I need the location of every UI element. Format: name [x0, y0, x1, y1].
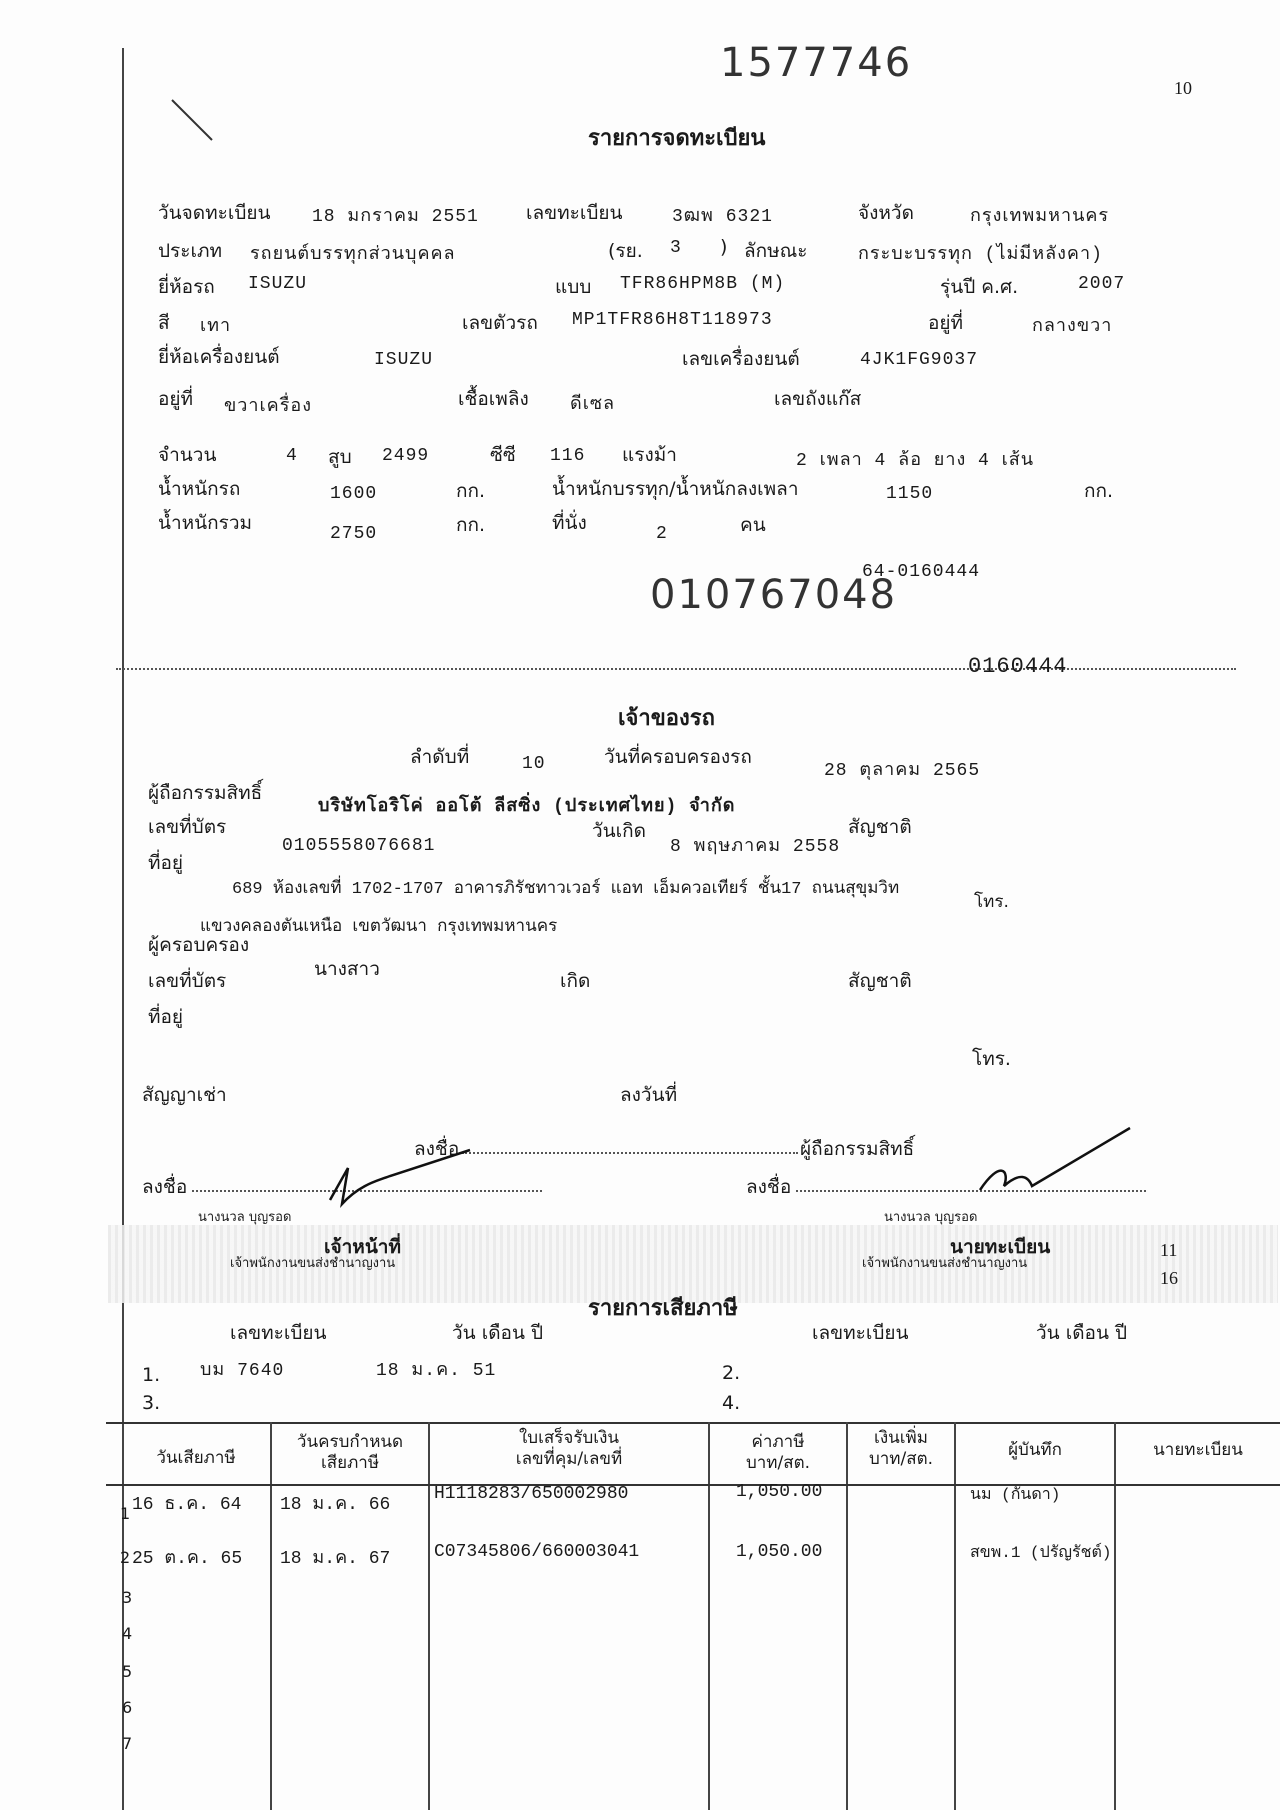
plate: 3ฒพ 6321 [672, 207, 773, 227]
table-top-line [106, 1422, 1280, 1424]
holder: บริษัทโอริโค่ ออโต้ ลีสซิ่ง (ประเทศไทย) จำกัด [318, 797, 736, 817]
prev-num-2: 2. [722, 1362, 741, 1384]
cc-label: ซีซี [490, 444, 516, 466]
reg-date: 18 มกราคม 2551 [312, 207, 479, 227]
row-1-receipt: H1118283/650002980 [434, 1484, 629, 1504]
handwritten-ref: 010767048 [650, 572, 898, 618]
weight-label: น้ำหนักรถ [158, 478, 241, 500]
load-label: น้ำหนักบรรทุก/น้ำหนักลงเพลา [552, 478, 799, 500]
row-1-recorder: นม (กันดา) [970, 1486, 1061, 1504]
col-header-paid: วันเสียภาษี [156, 1448, 236, 1468]
cylinder-unit: สูบ [328, 446, 352, 468]
ry-close: ) [720, 236, 728, 258]
col-header-tax: ค่าภาษี บาท/สต. [745, 1432, 811, 1474]
addr-label: ที่อยู่ [148, 852, 184, 874]
col-header-receipt: ใบเสร็จรับเงิน เลขที่คุม/เลขที่ [515, 1428, 623, 1470]
row-number-7: 7 [122, 1734, 133, 1753]
ry-value: 3 [670, 238, 682, 258]
body-label: ลักษณะ [744, 240, 808, 262]
birth-label: วันเกิด [592, 820, 646, 842]
registrar-label: นายทะเบียน [950, 1236, 1051, 1258]
row-2-tax: 1,050.00 [736, 1542, 823, 1562]
fuel: ดีเซล [570, 395, 616, 415]
holder-sign-label: ลงชื่อ [414, 1138, 460, 1160]
row-2-due: 18 ม.ค. 67 [280, 1549, 391, 1569]
officer-sub: เจ้าพนักงานขนส่งชำนาญงาน [230, 1256, 396, 1271]
cylinders: 4 [286, 446, 298, 466]
prev-plate-1: บม 7640 [200, 1361, 285, 1381]
row-number-3: 3 [122, 1588, 133, 1607]
row-number-4: 4 [122, 1624, 133, 1643]
prev-num-3: 3. [142, 1392, 161, 1414]
contract-label: สัญญาเช่า [142, 1084, 227, 1106]
load: 1150 [886, 484, 934, 504]
row-1-due: 18 ม.ค. 66 [280, 1495, 391, 1515]
col-divider-6 [1114, 1422, 1116, 1810]
left-margin-line [122, 48, 124, 1810]
tear-line [116, 668, 1236, 670]
birth-date: 8 พฤษภาคม 2558 [670, 837, 841, 857]
holder-sign-title: ผู้ถือกรรมสิทธิ์ [800, 1138, 915, 1160]
make-label: ยี่ห้อรถ [158, 276, 215, 298]
plate-header-left: เลขทะเบียน [230, 1322, 327, 1344]
row-1-tax: 1,050.00 [736, 1482, 823, 1502]
possess-date: 28 ตุลาคม 2565 [824, 761, 981, 781]
cc: 2499 [382, 446, 430, 466]
possessor: นางสาว [314, 958, 380, 980]
chassis-loc: กลางขวา [1032, 317, 1113, 337]
province: กรุงเทพมหานคร [970, 207, 1110, 227]
gross: 2750 [330, 524, 378, 544]
engine-make: ISUZU [374, 350, 434, 370]
page-title: รายการจดทะเบียน [588, 126, 766, 151]
owner-title: เจ้าของรถ [618, 706, 715, 731]
birth2-label: เกิด [560, 970, 591, 992]
signature-right [960, 1120, 1140, 1200]
fuel-label: เชื้อเพลิง [458, 388, 529, 410]
col-divider-4 [846, 1422, 848, 1810]
addr2-label: ที่อยู่ [148, 1006, 184, 1028]
model-label: แบบ [555, 276, 592, 298]
engine-loc: ขวาเครื่อง [224, 397, 312, 417]
id2-label: เลขที่บัตร [148, 970, 227, 992]
seats: 2 [656, 524, 668, 544]
plate-label: เลขทะเบียน [526, 202, 623, 224]
nation2-label: สัญชาติ [848, 970, 912, 992]
date-header-left: วัน เดือน ปี [452, 1322, 544, 1344]
row-2-recorder: สขพ.1 (ปรัญรัชต์) [970, 1544, 1112, 1562]
side-number-2: 16 [1160, 1268, 1178, 1288]
body: กระบะบรรทุก (ไม่มีหลังคา) [858, 245, 1103, 265]
seq: 10 [522, 754, 546, 774]
color-label: สี [158, 312, 170, 334]
make: ISUZU [248, 274, 308, 294]
phone-label: โทร. [974, 892, 1009, 912]
row-1-paid: 16 ธ.ค. 64 [132, 1495, 242, 1515]
date-header-right: วัน เดือน ปี [1036, 1322, 1128, 1344]
holder-label: ผู้ถือกรรมสิทธิ์ [148, 782, 263, 804]
plate-header-right: เลขทะเบียน [812, 1322, 909, 1344]
tear-code: 0160444 [968, 654, 1068, 679]
kg-2: กก. [1084, 480, 1114, 502]
signature-left [320, 1140, 480, 1220]
row-number-5: 5 [122, 1662, 133, 1681]
col-header-recorder: ผู้บันทึก [1008, 1440, 1062, 1460]
pen-stroke [168, 96, 218, 146]
prev-num-4: 4. [722, 1392, 741, 1414]
hp: 116 [550, 446, 586, 466]
color: เทา [200, 317, 232, 337]
engine-make-label: ยี่ห้อเครื่องยนต์ [158, 346, 280, 368]
addr-line-2: แขวงคลองตันเหนือ เขตวัฒนา กรุงเทพมหานคร [200, 918, 558, 937]
addr-line-1: 689 ห้องเลขที่ 1702-1707 อาคารภิรัชทาวเวอร์ แอท เอ็มควอเทียร์ ชั้น17 ถนนสุขุมวิท [232, 880, 900, 899]
axles: 2 เพลา 4 ล้อ ยาง 4 เส้น [796, 451, 1035, 471]
col-divider-2 [428, 1422, 430, 1810]
year: 2007 [1078, 274, 1126, 294]
possess-label: วันที่ครอบครองรถ [604, 746, 752, 768]
row-number-1: 1 [120, 1504, 131, 1523]
officer-label: เจ้าหน้าที่ [324, 1236, 402, 1258]
hp-label: แรงม้า [622, 444, 677, 466]
col-divider-3 [708, 1422, 710, 1810]
prev-num-1: 1. [142, 1364, 161, 1386]
phone2-label: โทร. [972, 1048, 1011, 1070]
sign-right-label: ลงชื่อ [746, 1176, 792, 1198]
signed-date-label: ลงวันที่ [620, 1084, 678, 1106]
holder-sign-line [462, 1152, 798, 1154]
id-number: 0105558076681 [282, 836, 436, 856]
header-bottom-line [106, 1484, 1280, 1486]
chassis-loc-label: อยู่ที่ [928, 312, 964, 334]
sign-left-label: ลงชื่อ [142, 1176, 188, 1198]
engine-loc-label: อยู่ที่ [158, 388, 194, 410]
chassis: MP1TFR86H8T118973 [572, 310, 773, 330]
name-left: นางนวล บุญรอด [198, 1210, 292, 1225]
row-2-receipt: C07345806/660003041 [434, 1542, 640, 1562]
row-number-6: 6 [122, 1698, 133, 1717]
col-divider-5 [954, 1422, 956, 1810]
province-label: จังหวัด [858, 202, 914, 224]
kg-3: กก. [456, 514, 486, 536]
row-2-paid: 25 ต.ค. 65 [132, 1549, 243, 1569]
weight: 1600 [330, 484, 378, 504]
ref-code: 64-0160444 [862, 562, 981, 582]
col-header-extra: เงินเพิ่ม บาท/สต. [868, 1428, 934, 1470]
col-divider-1 [270, 1422, 272, 1810]
col-header-registrar: นายทะเบียน [1153, 1440, 1243, 1460]
tax-title: รายการเสียภาษี [588, 1296, 738, 1321]
engine-no: 4JK1FG9037 [860, 350, 979, 370]
possessor-label: ผู้ครอบครอง [148, 934, 250, 956]
type-label: ประเภท [158, 240, 223, 262]
col-header-due: วันครบกำหนด เสียภาษี [296, 1432, 404, 1474]
model: TFR86HPM8B (M) [620, 274, 786, 294]
seats-label: ที่นั่ง [552, 512, 587, 534]
chassis-label: เลขตัวรถ [462, 312, 538, 334]
engine-no-label: เลขเครื่องยนต์ [682, 348, 800, 370]
id-label: เลขที่บัตร [148, 816, 227, 838]
handwritten-number: 1577746 [720, 40, 913, 86]
count-label: จำนวน [158, 444, 217, 466]
name-right: นางนวล บุญรอด [884, 1210, 978, 1225]
seats-unit: คน [740, 514, 766, 536]
ry-label: (รย. [608, 240, 643, 262]
gas-tank-label: เลขถังแก๊ส [774, 388, 862, 410]
registrar-sub: เจ้าพนักงานขนส่งชำนาญงาน [862, 1256, 1028, 1271]
seq-label: ลำดับที่ [410, 746, 470, 768]
nation-label: สัญชาติ [848, 816, 912, 838]
gross-label: น้ำหนักรวม [158, 512, 253, 534]
row-number-2: 2 [120, 1548, 131, 1567]
side-number-1: 11 [1160, 1240, 1178, 1260]
prev-date-1: 18 ม.ค. 51 [376, 1361, 497, 1381]
reg-date-label: วันจดทะเบียน [158, 202, 271, 224]
kg-1: กก. [456, 480, 486, 502]
year-label: รุ่นปี ค.ศ. [940, 276, 1019, 298]
type: รถยนต์บรรทุกส่วนบุคคล [250, 245, 456, 265]
page-number: 10 [1174, 78, 1192, 98]
